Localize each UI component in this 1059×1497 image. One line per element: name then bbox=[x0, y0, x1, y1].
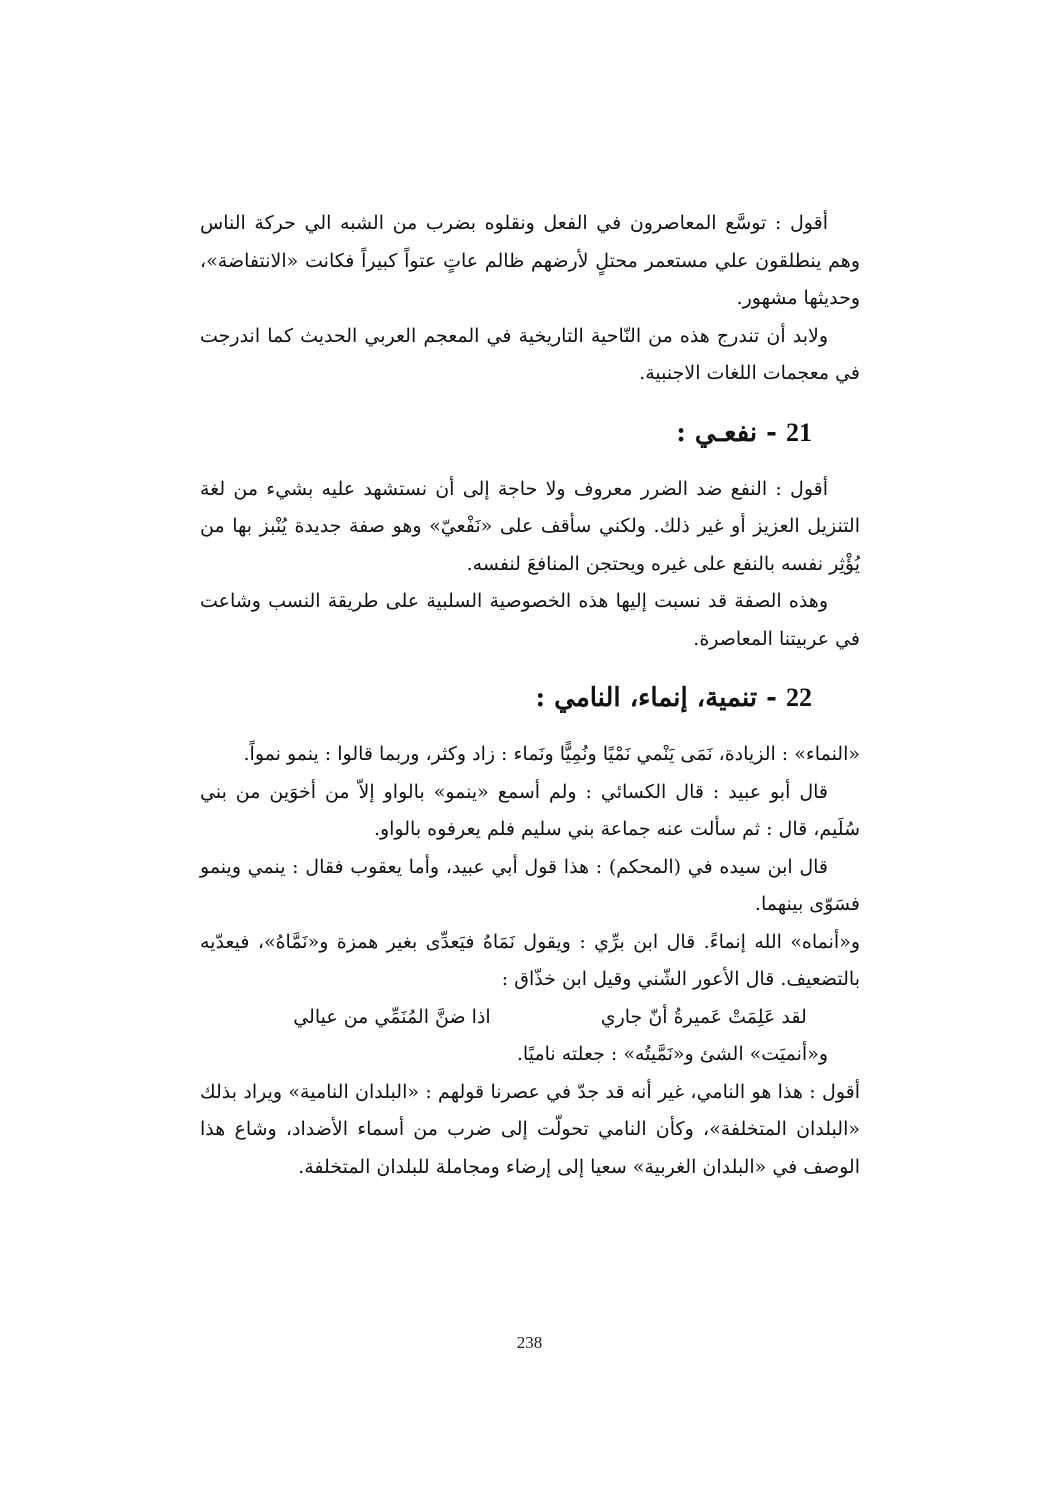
section-22-paragraph-6: أقول : هذا هو النامي، غير أنه قد جدّ في عصرنا قولهم : «البلدان النامية» ويراد بذلك «البلدان المتخلفة»، وكأن النامي تحولّت إلى ضرب من أسماء الأضداد، وشاع هذا الوصف في «البلدان الغربية» سعيا إلى إرضاء ومجاملة للبلدان المتخلفة. bbox=[200, 1080, 860, 1178]
section-21-paragraph-1: أقول : النفع ضد الضرر معروف ولا حاجة إلى أن نستشهد عليه بشيء من لغة التنزيل العزيز أو غير ذلك. ولكني سأقف على «نَفْعيّ» وهو صفة جديدة يُنْبز بها من يُؤْثِر نفسه بالنفع على غيره ويحتجن المنافعَ لنفسه. bbox=[200, 477, 860, 575]
section-22-title: - تنمية، إنماء، النامي : bbox=[535, 683, 777, 713]
section-21-title: - نفعـي : bbox=[676, 417, 777, 448]
section-22-paragraph-2: قال أبو عبيد : قال الكسائي : ولم أسمع «ينمو» بالواو إلاّ من أخوَين من بني سُلَيم، قال : ثم سألت عنه جماعة بني سليم فلم يعرفوه بالواو. bbox=[200, 780, 860, 840]
section-21-paragraph-2: وهذه الصفة قد نسبت إليها هذه الخصوصية السلبية على طريقة النسب وشاعت في عربيتنا المعاصرة. bbox=[200, 590, 860, 650]
section-21-number: 21 bbox=[786, 417, 812, 447]
intro-paragraph-1: أقول : توسَّع المعاصرون في الفعل ونقلوه بضرب من الشبه الي حركة الناس وهم ينطلقون علي مستعمر محتلٍ لأرضهم ظالم عاتٍ عتواً كبيراً فكانت «الانتفاضة»، وحديثها مشهور. bbox=[200, 212, 860, 309]
section-22-paragraph-4: و«أنماه» الله إنماءً. قال ابن برِّي : ويقول نَمَاهُ فيَعدِّى بغير همزة و«نَمَّاهُ»، فيعدّيه بالتضعيف. قال الأعور الشّني وقيل ابن خذّاق : bbox=[200, 930, 860, 990]
section-22-paragraph-5: و«أنميَت» الشئ و«نَمَّيتُه» : جعلته ناميًا. bbox=[516, 1043, 828, 1065]
section-22-heading bbox=[200, 678, 812, 718]
section-22-number: 22 bbox=[786, 683, 812, 712]
section-22-paragraph-3: قال ابن سيده في (المحكم) : هذا قول أبي عبيد، وأما يعقوب فقال : ينمي وينمو فسَوّى بينهما. bbox=[200, 855, 860, 915]
poetry-verse bbox=[240, 999, 860, 1037]
verse-second-hemistich: اذا ضنَّ المُنَمِّي من عيالي bbox=[293, 1005, 491, 1028]
section-21-heading bbox=[200, 413, 812, 453]
section-22-paragraph-1: «النماء» : الزيادة، نَمَى يَنْمي نَمْيًا ونُمِيًّا ونَماء : زاد وكثر، وربما قالوا : ينمو نمواً. bbox=[243, 743, 860, 765]
page-body bbox=[200, 205, 860, 1186]
intro-paragraph-2: ولابد أن تندرج هذه من النّاحية التاريخية في المعجم العربي الحديث كما اندرجت في معجمات اللغات الاجنبية. bbox=[200, 324, 860, 384]
verse-first-hemistich: لقد عَلِمَتْ عَميرةُ أنّ جاري bbox=[600, 1005, 807, 1028]
page-number: 238 bbox=[516, 1333, 543, 1352]
